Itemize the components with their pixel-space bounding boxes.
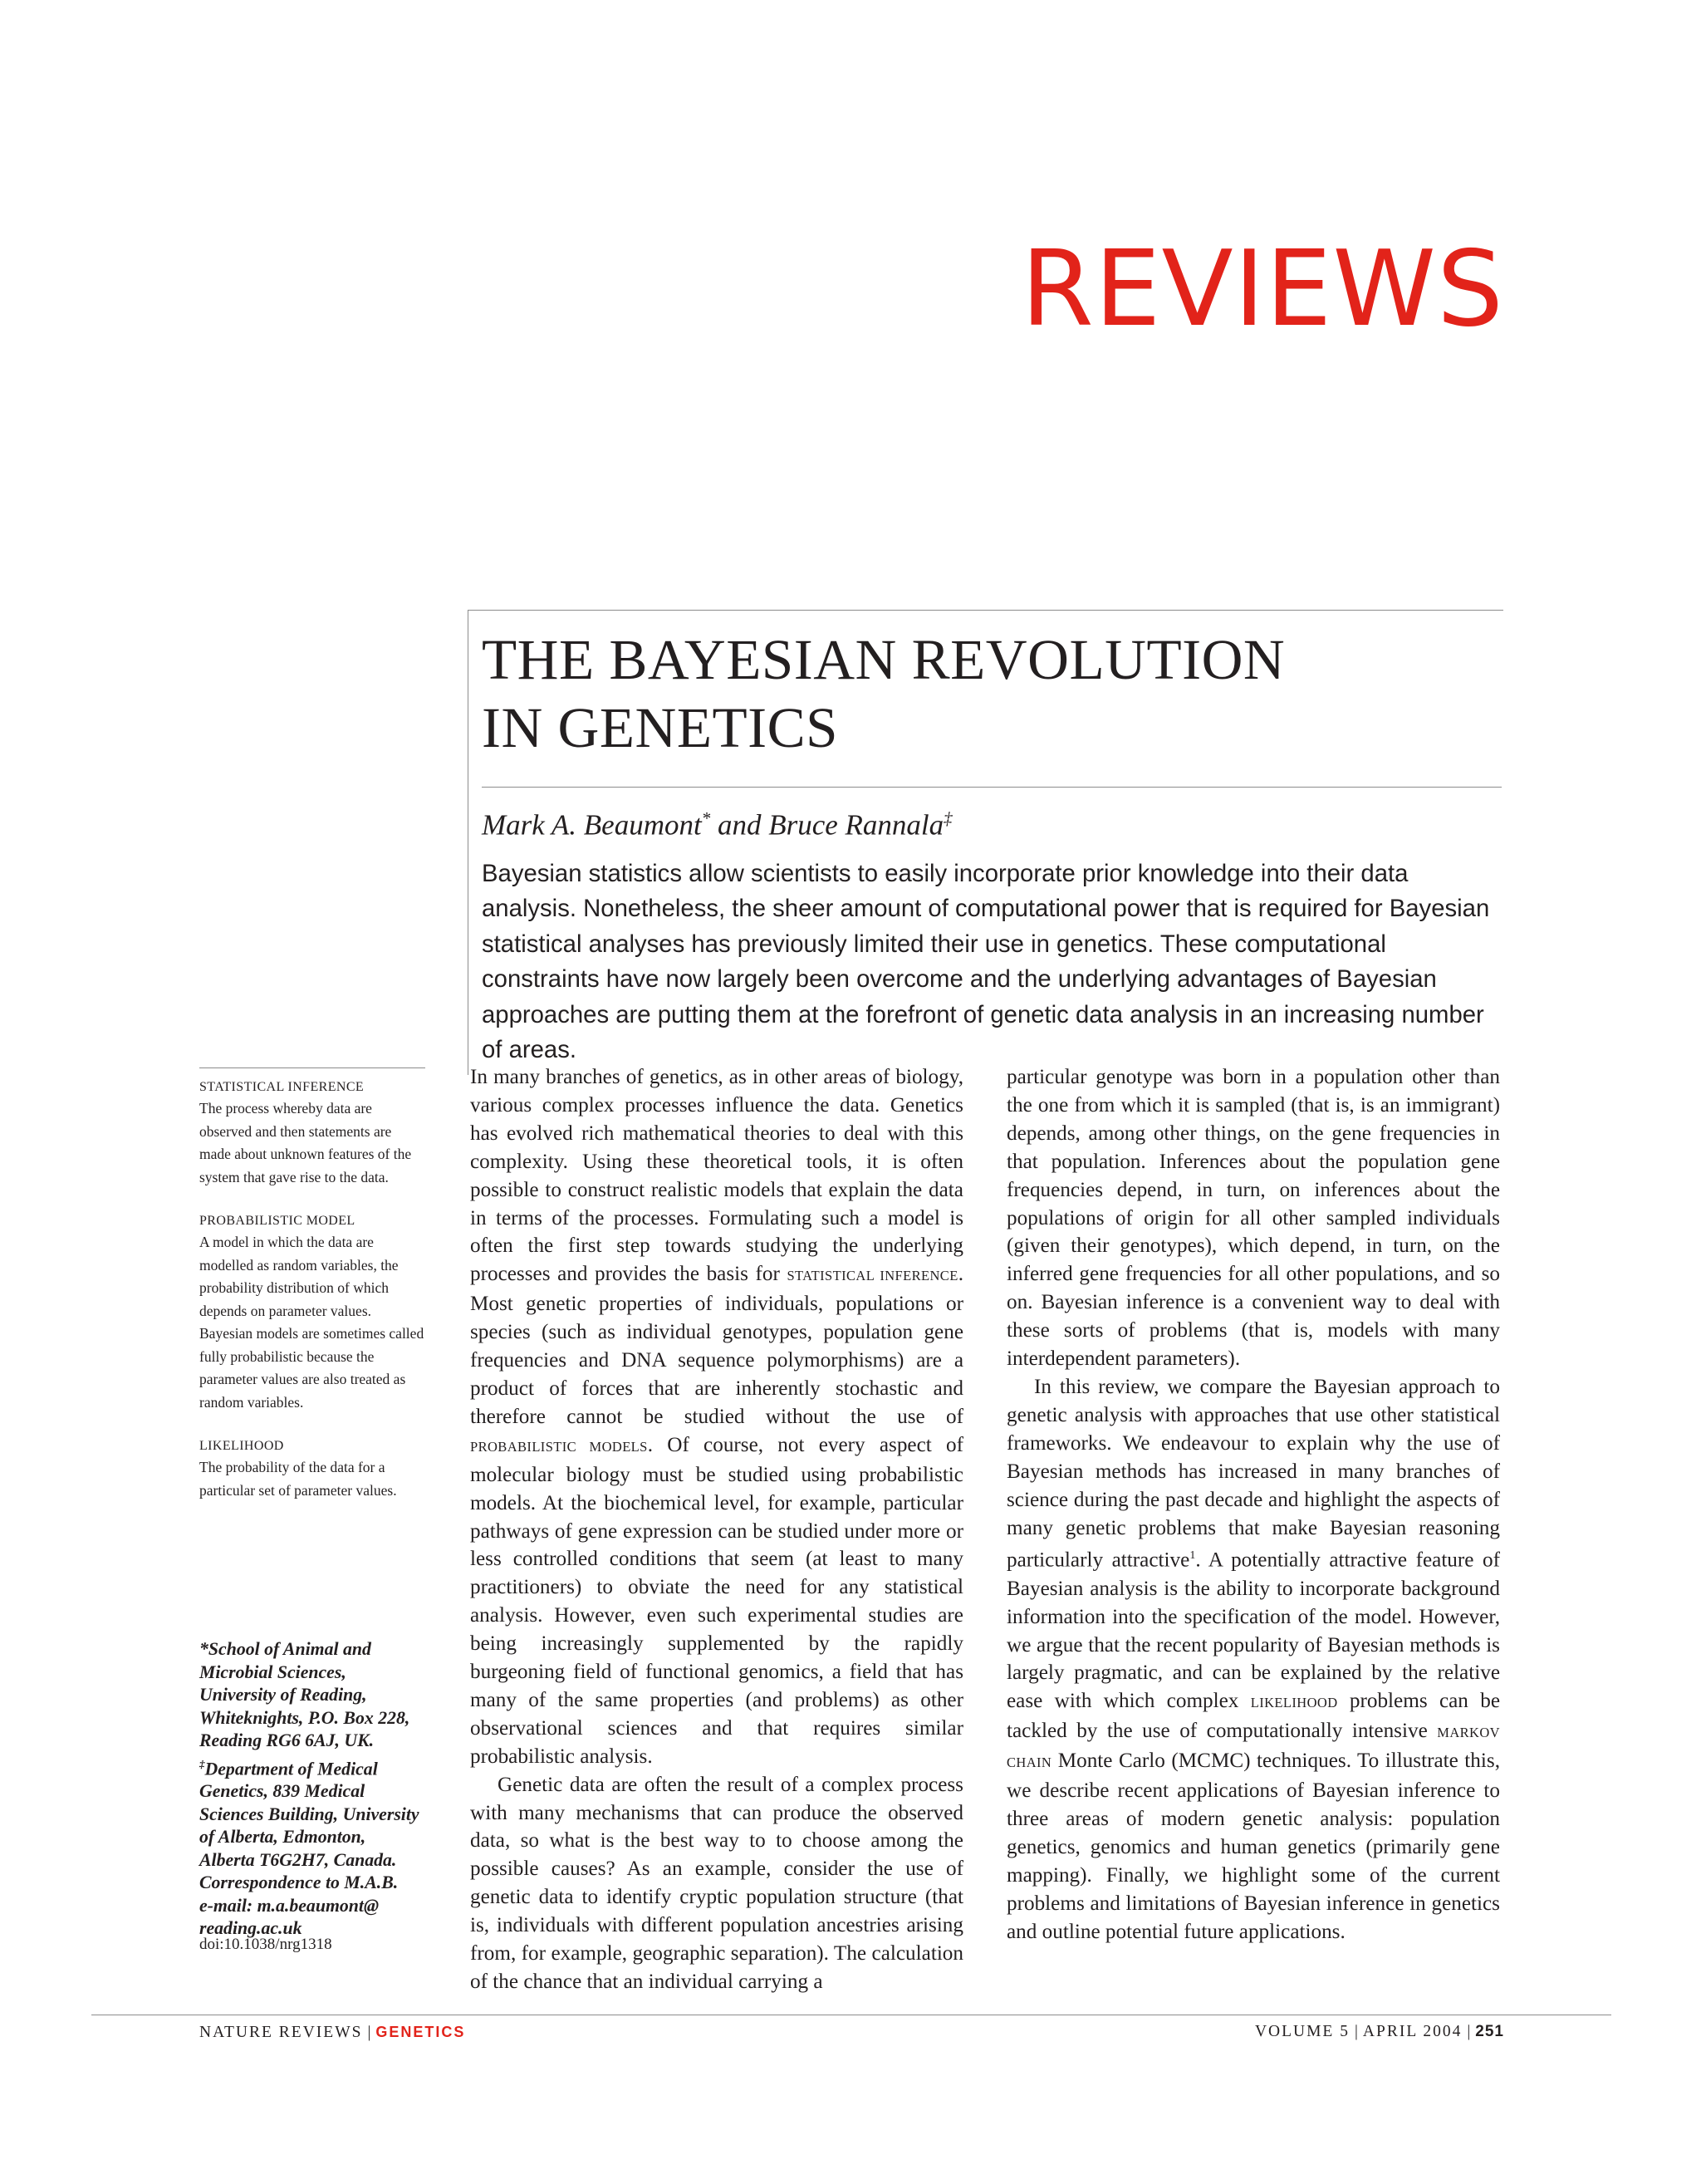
- affiliation-line: Alberta T6G2H7, Canada.: [199, 1849, 397, 1870]
- body-column-1: [470, 1063, 963, 1996]
- author-line: [468, 788, 1504, 843]
- affiliation-line: University of Reading,: [199, 1685, 367, 1705]
- body-column-2: [1007, 1063, 1500, 1946]
- footer-issue: [1255, 2020, 1504, 2044]
- affiliation-line: Correspondence to M.A.B.: [199, 1872, 399, 1893]
- glossary-term: STATISTICAL INFERENCE: [199, 1080, 365, 1094]
- glossary-link-probabilistic-models: PROBABILISTIC MODELS: [470, 1438, 648, 1455]
- affiliation-line: e-mail: m.a.beaumont@: [199, 1895, 380, 1916]
- affiliation-line: of Alberta, Edmonton,: [199, 1827, 366, 1848]
- body-paragraph: Genetic data are often the result of a complex process with many mechanisms that can produce the observed data, so what is the best way to to choose among the possible causes? As an example, consider the use of genetic data to identify cryptic population structure (that is, individuals with different population ancestries arising from, for example, geographic separation). The calculation of the chance that an individual carrying a: [470, 1773, 963, 1993]
- footer-separator: |: [367, 2024, 371, 2041]
- glossary-sidebar: [199, 1067, 425, 1524]
- footer-separator: |: [1467, 2023, 1471, 2040]
- body-paragraph: In this review, we compare the Bayesian approach to genetic analysis with approaches that use other statistical frameworks. We endeavour to explain why the use of Bayesian methods has increased in many branches of science during the past decade and highlight the aspects of many genetic problems that make Bayesian reasoning particularly attractive$^1$. A potentially attractive feature of Bayesian analysis is the ability to incorporate background information into the specification of the model. However, we argue that the recent popularity of Bayesian methods is largely pragmatic, and can be explained by the relative ease with which complex LIKELIHOOD problems can be tackled by the use of computationally intensive MARKOV CHAIN Monte Carlo (MCMC) techniques. To illustrate this, we describe recent applications of Bayesian inference to three areas of modern genetic analysis: population genetics, genomics and human genetics (primarily gene mapping). Finally, we highlight some of the current problems and limitations of Bayesian inference in genetics and outline potential future applications.: [1007, 1375, 1501, 1943]
- footer-separator: |: [1354, 2023, 1358, 2040]
- glossary-link-likelihood: LIKELIHOOD: [1250, 1695, 1338, 1711]
- affiliation-line: Microbial Sciences,: [199, 1661, 346, 1682]
- author-1-mark: *: [701, 808, 711, 828]
- section-label: REVIEWS: [1021, 228, 1504, 350]
- glossary-definition: The process whereby data are observed and then statements are made about unknown features of the system that gave rise to the data.: [199, 1100, 412, 1185]
- glossary-definition: A model in which the data are modelled as random variables, the probability distribution of which depends on parameter values. Bayesian models are sometimes called fully probabilistic because the parameter values are also treated as random variables.: [199, 1234, 424, 1411]
- author-2: Bruce Rannala: [768, 808, 944, 842]
- glossary-link-statistical-inference: STATISTICAL INFERENCE: [787, 1268, 958, 1284]
- abstract: Bayesian statistics allow scientists to easily incorporate prior knowledge into their data analysis. Nonetheless, the sheer amount of computational power that is required for Bayesian statistical analyses has previously limited their use in genetics. These computational constraints have now largely been overcome and the underlying advantages of Bayesian approaches are putting them at the forefront of genetic data analysis in an increasing number of areas.: [482, 859, 1490, 1064]
- affiliation-line: reading.ac.uk: [199, 1918, 302, 1939]
- body-paragraph-continued: particular genotype was born in a population other than the one from which it is sampled (that is, is an immigrant) depends, among other things, on the gene frequencies in that population. Inferences about the population gene frequencies depend, in turn, on inferences about the populations of origin for all other sampled individuals (given their genotypes), which depend, in turn, on the inferred gene frequencies for all other populations, and so on. Bayesian inference is a convenient way to deal with these sorts of problems (that is, models with many interdependent parameters).: [1007, 1066, 1500, 1371]
- affiliation-line: *School of Animal and: [199, 1639, 371, 1659]
- glossary-entry: [199, 1210, 425, 1414]
- title-block: [468, 611, 1504, 1075]
- glossary-term: LIKELIHOOD: [199, 1439, 284, 1453]
- footer-journal: [199, 2020, 465, 2044]
- article-title-line-1: THE BAYESIAN REVOLUTION: [482, 628, 1286, 691]
- author-affiliations: [199, 1638, 432, 1941]
- affiliation-mark: ‡: [199, 1757, 205, 1770]
- affiliation-line: Sciences Building, University: [199, 1804, 419, 1824]
- journal-name: NATURE REVIEWS: [199, 2024, 363, 2041]
- body-paragraph: In many branches of genetics, as in other areas of biology, various complex processes influence the data. Genetics has evolved rich mathematical theories to deal with this complexity. Using these theoretical tools, it is often possible to construct realistic models that explain the data in terms of the processes. Formulating such a model is often the first step towards studying the underlying processes and provides the basis for STATISTICAL INFERENCE. Most genetic properties of individuals, populations or species (such as individual genotypes, population gene frequencies and DNA sequence polymorphisms) are a product of forces that are inherently stochastic and therefore cannot be studied without the use of PROBABILISTIC MODELS. Of course, not every aspect of molecular biology must be studied using probabilistic models. At the biochemical level, for example, particular pathways of gene expression can be studied under more or less controlled conditions that seem (at least to many practitioners) to obviate the need for any statistical analysis. However, even such experimental studies are being increasingly supplemented by the rapidly burgeoning field of functional genomics, a field that has many of the same properties (and problems) as other observational sciences and that requires similar probabilistic analysis.: [470, 1066, 963, 1768]
- author-2-mark: ‡: [944, 808, 953, 828]
- issue-date: APRIL 2004: [1362, 2023, 1463, 2040]
- journal-section: GENETICS: [375, 2024, 466, 2040]
- doi: doi:10.1038/nrg1318: [199, 1936, 332, 1953]
- page-number: 251: [1475, 2023, 1504, 2040]
- author-1: Mark A. Beaumont: [482, 808, 702, 842]
- glossary-entry: [199, 1436, 425, 1502]
- affiliation-line: ‡Department of Medical: [199, 1757, 378, 1779]
- article-title-line-2: IN GENETICS: [482, 696, 839, 759]
- affiliation-line: Whiteknights, P.O. Box 228,: [199, 1707, 410, 1728]
- volume: VOLUME 5: [1254, 2023, 1350, 2040]
- glossary-term-markov-chain: MARKOV CHAIN: [1007, 1725, 1500, 1771]
- author-joiner: and: [710, 808, 769, 842]
- glossary-term: PROBABILISTIC MODEL: [199, 1214, 355, 1228]
- affiliation-line: Reading RG6 6AJ, UK.: [199, 1730, 375, 1750]
- glossary-entry: [199, 1077, 425, 1189]
- article-title: [468, 611, 1504, 762]
- glossary-definition: The probability of the data for a particular set of parameter values.: [199, 1459, 397, 1499]
- affiliation-line: Genetics, 839 Medical: [199, 1781, 365, 1802]
- reference-1: 1: [1189, 1549, 1196, 1563]
